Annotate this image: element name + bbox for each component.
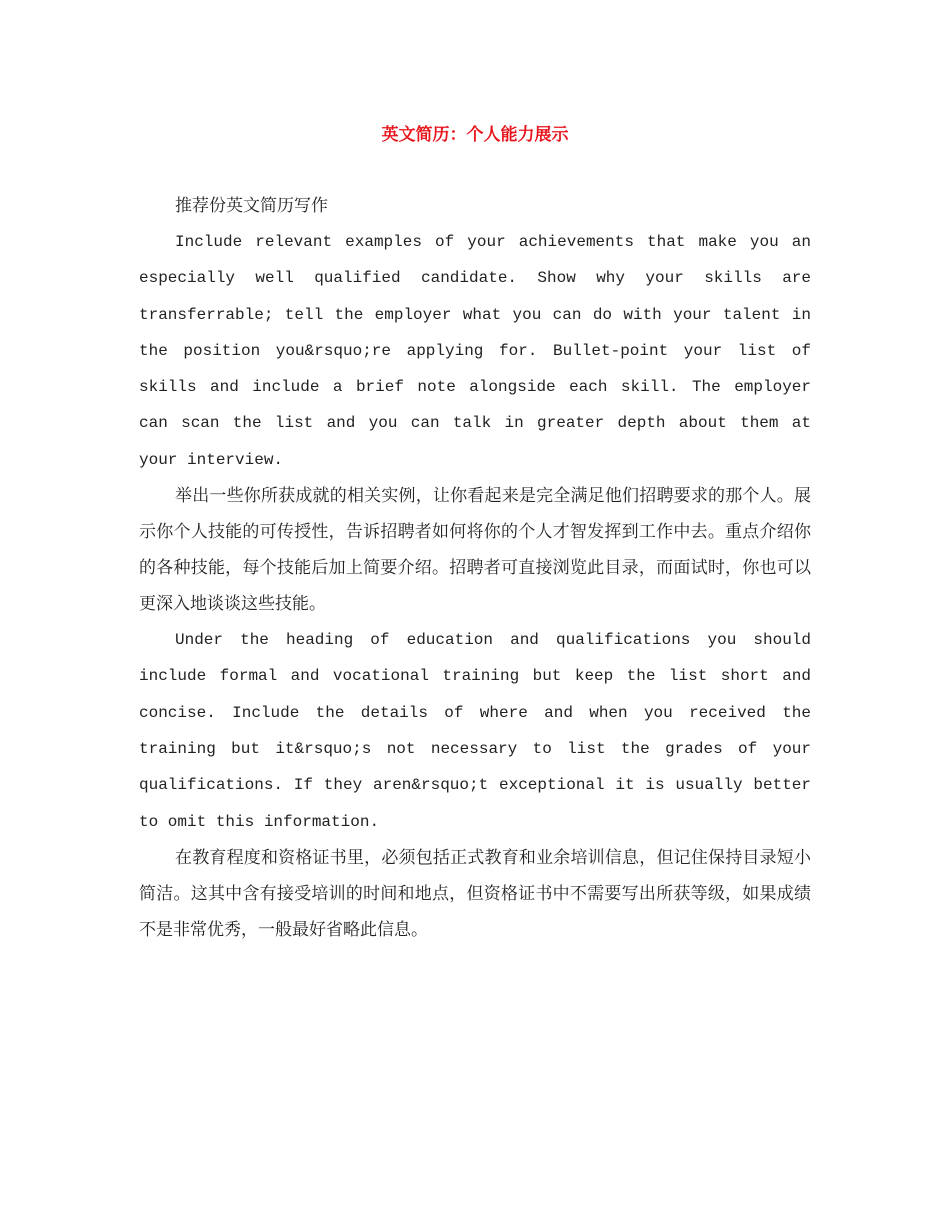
paragraph-intro: 推荐份英文简历写作: [175, 196, 328, 216]
paragraph-education-chinese: 在教育程度和资格证书里，必须包括正式教育和业余培训信息，但记住保持目录短小简洁。这其中含有接受培训的时间和地点，但资格证书中不需要写出所获等级，如果成绩不是非常优秀，一般最好省略此信息。: [139, 847, 811, 940]
paragraph-skills-english: Include relevant examples of your achievements that make you an especially well qualified candidate. Show why your skills are transferrable; tell the employer what you can do with your talent in the position you&rsquo;re applying for. Bullet-point your list of skills and include a brief note alongside each skill. The employer can scan the list and you can talk in greater depth about them at your interview.: [139, 233, 811, 469]
document-body: [139, 188, 811, 948]
document-title: 英文简历：个人能力展示: [381, 125, 569, 145]
paragraph-education-english: Under the heading of education and qualifications you should include formal and vocational training but keep the list short and concise. Include the details of where and when you received the training but it&rsquo;s not necessary to list the grades of your qualifications. If they aren&rsquo;t exceptional it is usually better to omit this information.: [139, 631, 811, 831]
paragraph-skills-chinese: 举出一些你所获成就的相关实例，让你看起来是完全满足他们招聘要求的那个人。展示你个人技能的可传授性，告诉招聘者如何将你的个人才智发挥到工作中去。重点介绍你的各种技能，每个技能后加上简要介绍。招聘者可直接浏览此目录，而面试时，你也可以更深入地谈谈这些技能。: [139, 486, 811, 615]
